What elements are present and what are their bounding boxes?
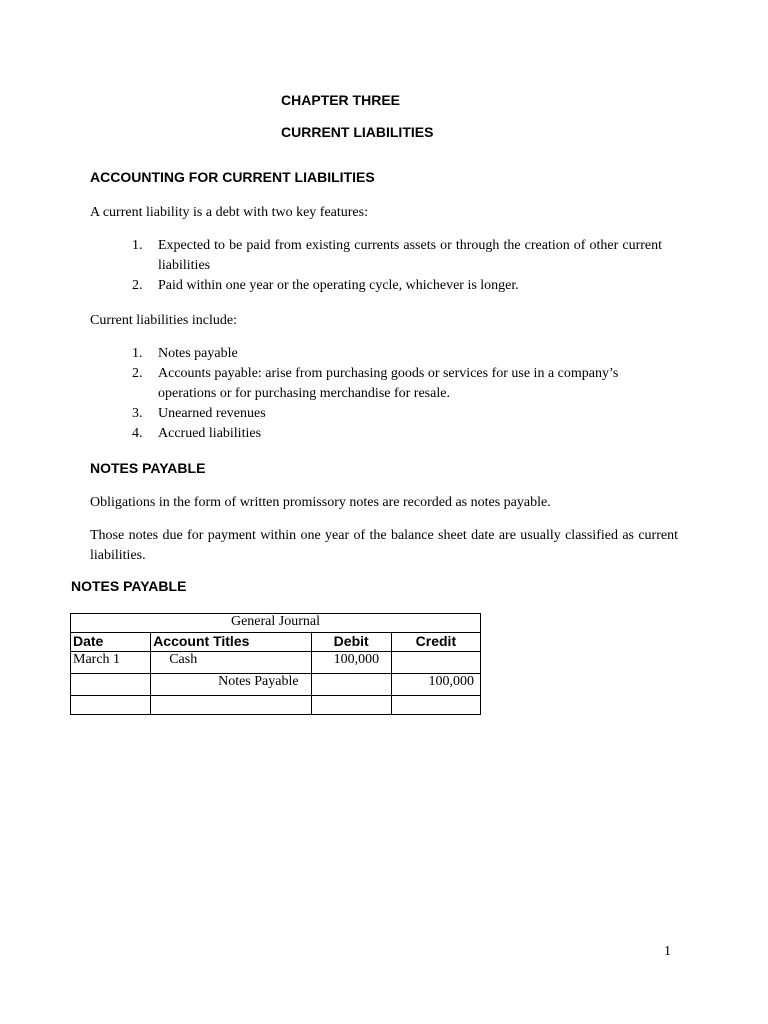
notes-paragraph-2: Those notes due for payment within one year of the balance sheet date are usually classified as current liabilities.	[90, 528, 678, 563]
intro-paragraph: A current liability is a debt with two key features:	[90, 205, 368, 220]
cell-account: Notes Payable	[151, 674, 311, 696]
header-account-titles: Account Titles	[151, 633, 311, 652]
header-date: Date	[71, 633, 151, 652]
list-number: 4.	[132, 426, 143, 441]
section-heading-notes-payable-2: NOTES PAYABLE	[71, 578, 187, 594]
list-text: Expected to be paid from existing currents assets or through the creation of other current liabilities	[158, 238, 662, 273]
list-text: Unearned revenues	[158, 406, 266, 421]
features-list	[132, 236, 662, 296]
list-item	[132, 424, 662, 444]
cell-debit: 100,000	[311, 652, 391, 674]
cell-account	[151, 696, 311, 715]
cell-account: Cash	[151, 652, 311, 674]
includes-list	[132, 344, 662, 444]
list-item	[132, 276, 662, 296]
list-item	[132, 344, 662, 364]
section-heading-notes-payable: NOTES PAYABLE	[90, 460, 206, 476]
cell-date	[71, 674, 151, 696]
table-row	[71, 674, 481, 696]
include-intro: Current liabilities include:	[90, 313, 237, 328]
list-text: Notes payable	[158, 346, 238, 361]
list-item	[132, 404, 662, 424]
list-number: 2.	[132, 366, 143, 381]
general-journal-table	[70, 613, 481, 715]
header-credit: Credit	[391, 633, 480, 652]
page-number: 1	[664, 944, 671, 959]
list-number: 2.	[132, 278, 143, 293]
cell-date: March 1	[71, 652, 151, 674]
list-text: Paid within one year or the operating cycle, whichever is longer.	[158, 278, 519, 293]
chapter-title: CHAPTER THREE	[281, 92, 401, 108]
cell-credit	[391, 652, 480, 674]
cell-date	[71, 696, 151, 715]
cell-debit	[311, 696, 391, 715]
section-heading-accounting: ACCOUNTING FOR CURRENT LIABILITIES	[90, 169, 375, 185]
cell-debit	[311, 674, 391, 696]
table-row	[71, 652, 481, 674]
list-text: Accrued liabilities	[158, 426, 262, 441]
list-number: 1.	[132, 238, 143, 253]
list-item	[132, 364, 662, 404]
header-debit: Debit	[311, 633, 391, 652]
list-item	[132, 236, 662, 276]
list-number: 3.	[132, 406, 143, 421]
list-number: 1.	[132, 346, 143, 361]
table-row	[71, 696, 481, 715]
list-text: Accounts payable: arise from purchasing goods or services for use in a company’s operations or for purchasing merchandise for resale.	[158, 366, 619, 401]
cell-credit: 100,000	[391, 674, 480, 696]
cell-credit	[391, 696, 480, 715]
chapter-subtitle: CURRENT LIABILITIES	[281, 124, 434, 140]
journal-title: General Journal	[71, 614, 481, 633]
notes-paragraph-1: Obligations in the form of written promissory notes are recorded as notes payable.	[90, 495, 551, 510]
